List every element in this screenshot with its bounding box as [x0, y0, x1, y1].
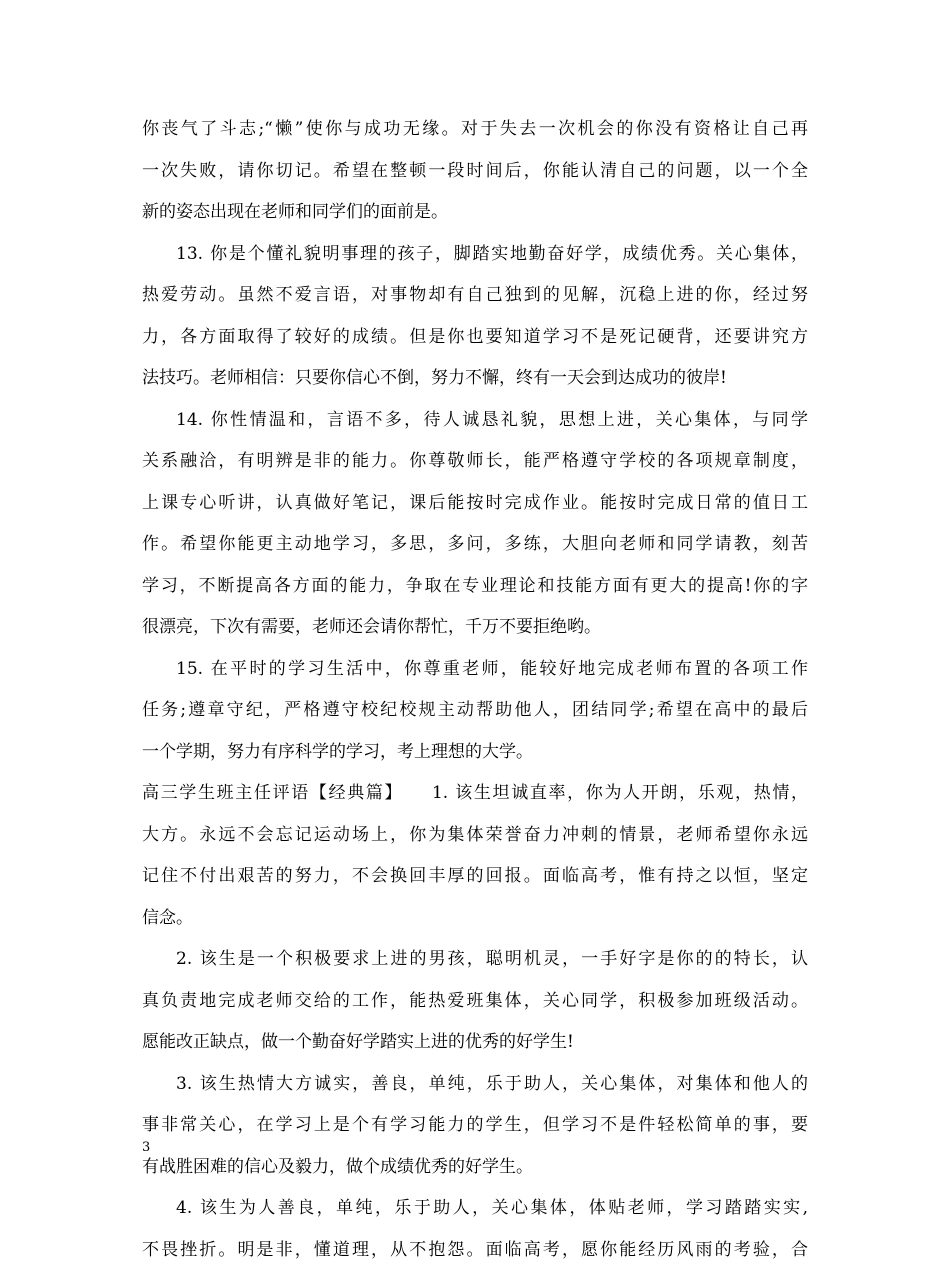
text-line: 法技巧。老师相信：只要你信心不倒，努力不懈，终有一天会到达成功的彼岸!: [142, 358, 808, 400]
text-line: 新的姿态出现在老师和同学们的面前是。: [142, 192, 808, 234]
text-line: 真负责地完成老师交给的工作，能热爱班集体，关心同学，积极参加班级活动。: [142, 981, 808, 1023]
text-line: 任务;遵章守纪，严格遵守校纪校规主动帮助他人，团结同学;希望在高中的最后: [142, 690, 808, 732]
text-line: 事非常关心，在学习上是个有学习能力的学生，但学习不是件轻松简单的事，要: [142, 1105, 808, 1147]
text-line: 愿能改正缺点，做一个勤奋好学踏实上进的优秀的好学生!: [142, 1022, 808, 1064]
body-text: [142, 109, 808, 1271]
text-line: 作。希望你能更主动地学习，多思，多问，多练，大胆向老师和同学请教，刻苦: [142, 524, 808, 566]
text-line: 很漂亮，下次有需要，老师还会请你帮忙，千万不要拒绝哟。: [142, 607, 808, 649]
text-line: 15. 在平时的学习生活中，你尊重老师，能较好地完成老师布置的各项工作: [142, 649, 808, 691]
text-line: 高三学生班主任评语【经典篇】 1. 该生坦诚直率，你为人开朗，乐观，热情，: [142, 773, 808, 815]
text-line: 不畏挫折。明是非，懂道理，从不抱怨。面临高考，愿你能经历风雨的考验，合: [142, 1230, 808, 1271]
text-line: 2. 该生是一个积极要求上进的男孩，聪明机灵，一手好字是你的的特长，认: [142, 939, 808, 981]
text-line: 有战胜困难的信心及毅力，做个成绩优秀的好学生。: [142, 1147, 808, 1189]
text-line: 热爱劳动。虽然不爱言语，对事物却有自己独到的见解，沉稳上进的你，经过努: [142, 275, 808, 317]
text-line: 关系融洽，有明辨是非的能力。你尊敬师长，能严格遵守学校的各项规章制度，: [142, 441, 808, 483]
text-line: 力，各方面取得了较好的成绩。但是你也要知道学习不是死记硬背，还要讲究方: [142, 317, 808, 359]
text-line: 信念。: [142, 898, 808, 940]
text-line: 一次失败，请你切记。希望在整顿一段时间后，你能认清自己的问题，以一个全: [142, 151, 808, 193]
text-line: 大方。永远不会忘记运动场上，你为集体荣誉奋力冲刺的情景，老师希望你永远: [142, 815, 808, 857]
page-number: 3: [142, 1140, 150, 1156]
text-line: 一个学期，努力有序科学的学习，考上理想的大学。: [142, 732, 808, 774]
text-line: 学习，不断提高各方面的能力，争取在专业理论和技能方面有更大的提高!你的字: [142, 566, 808, 608]
text-line: 记住不付出艰苦的努力，不会换回丰厚的回报。面临高考，惟有持之以恒，坚定: [142, 856, 808, 898]
text-line: 4. 该生为人善良，单纯，乐于助人，关心集体，体贴老师，学习踏踏实实,: [142, 1188, 808, 1230]
text-line: 你丧气了斗志;“懒”使你与成功无缘。对于失去一次机会的你没有资格让自己再: [142, 109, 808, 151]
text-line: 14. 你性情温和，言语不多，待人诚恳礼貌，思想上进，关心集体，与同学: [142, 400, 808, 442]
text-line: 上课专心听讲，认真做好笔记，课后能按时完成作业。能按时完成日常的值日工: [142, 483, 808, 525]
text-line: 3. 该生热情大方诚实，善良，单纯，乐于助人，关心集体，对集体和他人的: [142, 1064, 808, 1106]
text-line: 13. 你是个懂礼貌明事理的孩子，脚踏实地勤奋好学，成绩优秀。关心集体，: [142, 234, 808, 276]
